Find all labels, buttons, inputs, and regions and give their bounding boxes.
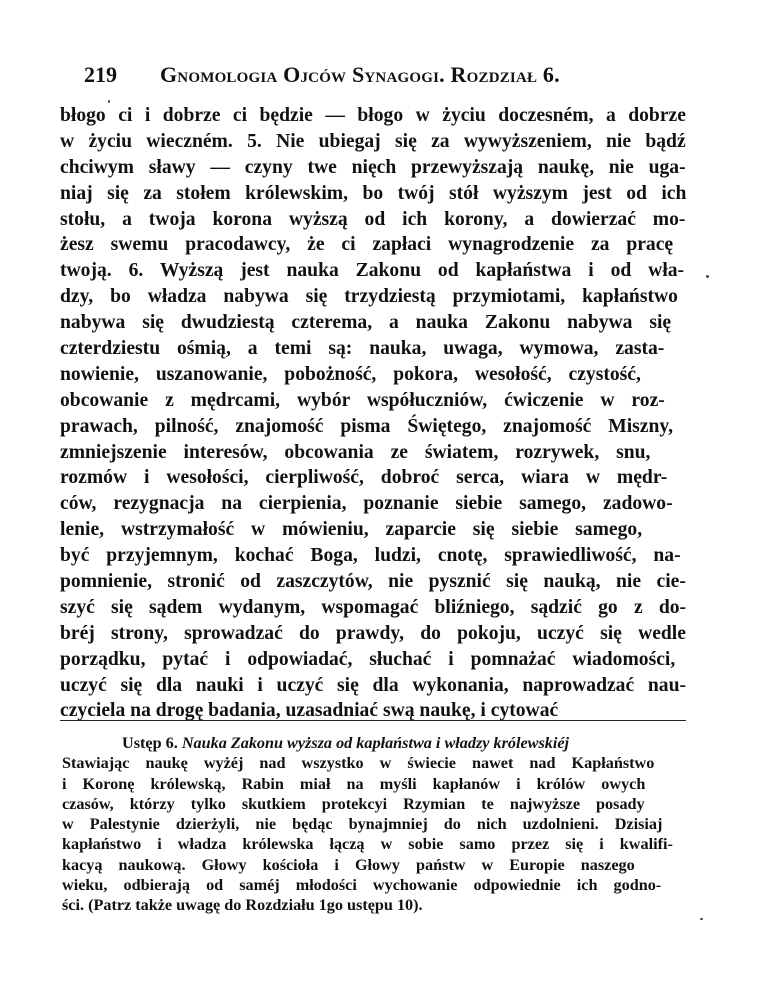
text-line: stołu, a twoja korona wyższą od ich korony, a dowierzać mo-: [60, 208, 686, 230]
text-line: twoją. 6. Wyższą jest nauka Zakonu od kapłaństwa i od wła-: [60, 260, 685, 282]
text-line: bréj strony, sprowadzać do prawdy, do pokoju, uczyć się wedle: [60, 622, 686, 644]
footnote-line: i Koronę królewską, Rabin miał na myśli kapłanów i królów owych: [62, 774, 646, 793]
footnote-line: ści. (Patrz także uwagę do Rozdziału 1go ustępu 10).: [62, 896, 423, 915]
footnote-line: czasów, którzy tylko skutkiem protekcyi Rzymian te najwyższe posady: [62, 794, 645, 813]
text-line: porządku, pytać i odpowiadać, słuchać i pomnażać wiadomości,: [60, 648, 676, 670]
text-line: pomnienie, stronić od zaszczytów, nie pysznić się nauką, nie cie-: [60, 571, 686, 593]
main-text: [60, 103, 688, 724]
text-line: nowienie, uszanowanie, pobożność, pokora, wesołość, czystość,: [60, 363, 641, 385]
page-number: 219: [84, 62, 117, 87]
footnote-line: wieku, odbierają od saméj młodości wychowanie odpowiednie ich godno-: [62, 876, 662, 895]
footnote-heading-line: [62, 733, 688, 753]
text-line: prawach, pilność, znajomość pisma Świętego, znajomość Miszny,: [60, 415, 673, 437]
text-line: rozmów i wesołości, cierpliwość, dobroć serca, wiara w mędr-: [60, 467, 668, 489]
footnote-heading: Nauka Zakonu wyższa od kapłaństwa i władzy królewskiéj: [181, 734, 570, 752]
speck: [108, 100, 110, 103]
footnote-line: Stawiając naukę wyżéj nad wszystko w świecie nawet nad Kapłaństwo: [62, 754, 655, 773]
footnote: [62, 733, 688, 916]
text-line: lenie, wstrzymałość w mówieniu, zaparcie się siebie samego,: [60, 519, 643, 541]
footnote-line: kacyą naukową. Głowy kościoła i Głowy państw w Europie naszego: [62, 855, 635, 874]
text-line: nabywa się dwudziestą czterema, a nauka Zakonu nabywa się: [60, 312, 672, 334]
footnote-divider: [60, 720, 686, 721]
running-title: Gnomologia Ojców Synagogi. Rozdział 6.: [160, 62, 560, 87]
text-line: ców, rezygnacja na cierpienia, poznanie siebie samego, zadowo-: [60, 493, 673, 515]
footnote-label: Ustęp 6.: [122, 734, 178, 752]
text-line: dzy, bo władza nabywa się trzydziestą przymiotami, kapłaństwo: [60, 286, 678, 308]
speck: [706, 275, 709, 278]
text-line: czterdziestu ośmią, a temi są: nauka, uwaga, wymowa, zasta-: [60, 338, 665, 360]
footnote-body: [62, 753, 688, 915]
page-header: [84, 62, 684, 92]
text-line: błogo ci i dobrze ci będzie — błogo w życiu doczesném, a dobrze: [60, 105, 686, 126]
text-line: niaj się za stołem królewskim, bo twój stół wyższym jest od ich: [60, 182, 687, 204]
speck: [700, 918, 703, 920]
text-line: żesz swemu pracodawcy, że ci zapłaci wynagrodzenie za pracę: [60, 234, 674, 256]
text-line: uczyć się dla nauki i uczyć się dla wykonania, naprowadzać nau-: [60, 674, 686, 696]
text-line: szyć się sądem wydanym, wspomagać bliźniego, sądzić go z do-: [60, 596, 687, 618]
footnote-line: kapłaństwo i władza królewska łączą w sobie samo przez się i kwalifi-: [62, 835, 673, 854]
text-line: czyciela na drogę badania, uzasadniać swą naukę, i cytować: [60, 700, 559, 722]
text-line: chciwym sławy — czyny twe nięch przewyższają naukę, nie uga-: [60, 156, 686, 178]
text-line: w życiu wieczném. 5. Nie ubiegaj się za wywyższeniem, nie bądź: [60, 130, 686, 152]
text-line: zmniejszenie interesów, obcowania ze światem, rozrywek, snu,: [60, 441, 651, 463]
footnote-line: w Palestynie dzierżyli, nie będąc bynajmniej do nich uzdolnieni. Dzisiaj: [62, 815, 663, 834]
text-line: obcowanie z mędrcami, wybór współuczniów, ćwiczenie w roz-: [60, 389, 665, 411]
text-line: być przyjemnym, kochać Boga, ludzi, cnotę, sprawiedliwość, na-: [60, 545, 681, 567]
